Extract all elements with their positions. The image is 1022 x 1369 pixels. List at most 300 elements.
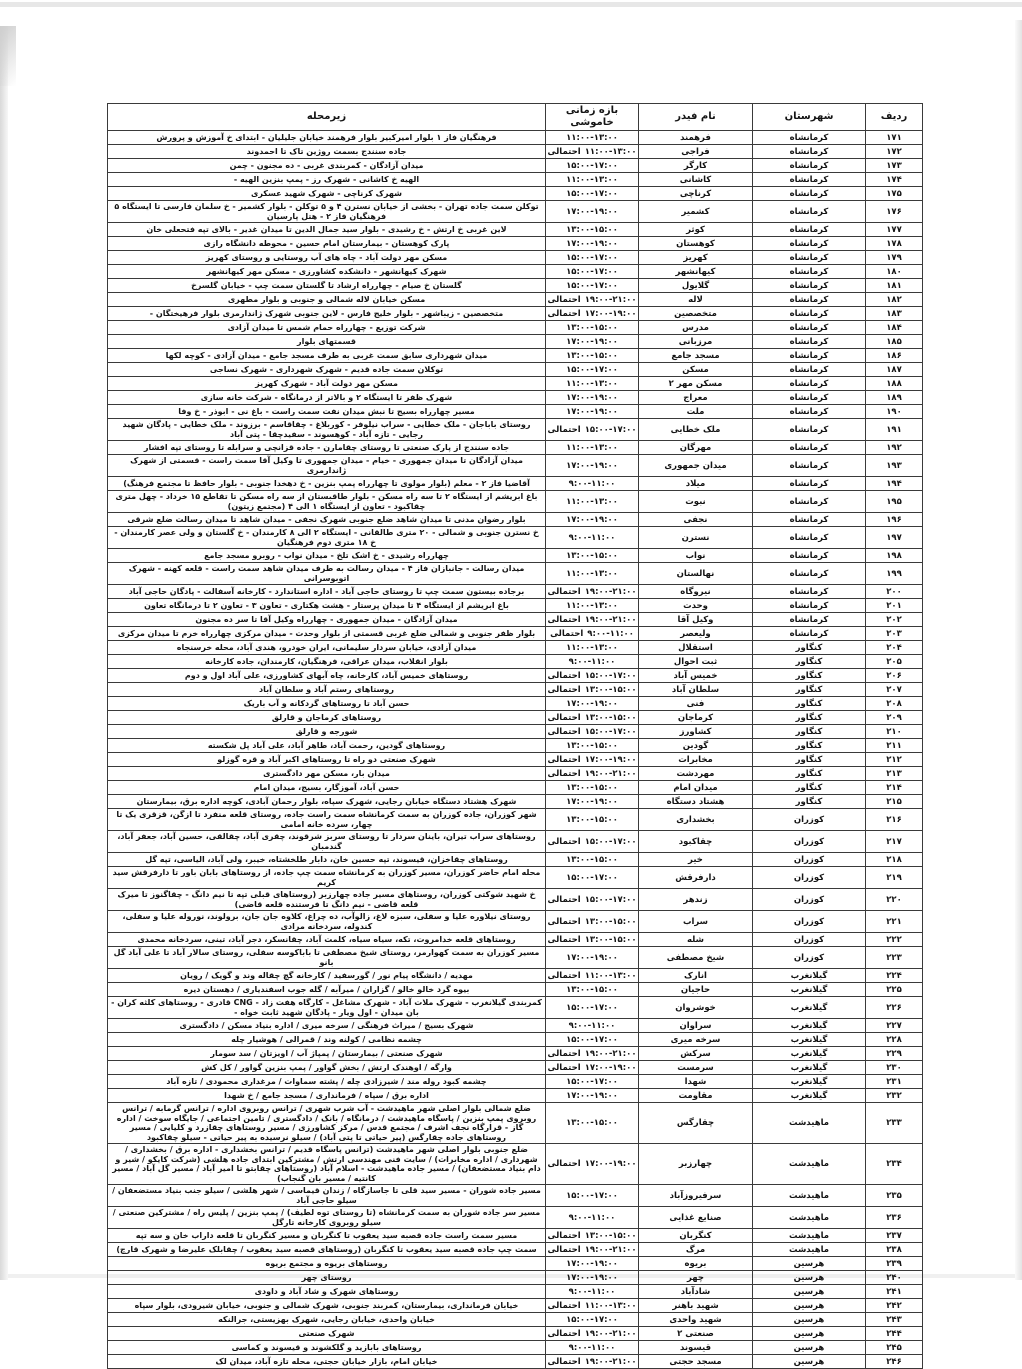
row-number-cell: ۲۱۹: [866, 867, 923, 889]
table-row: [108, 683, 923, 697]
county-cell: کنگاور: [753, 683, 866, 697]
header-row-number: ردیف: [866, 104, 923, 131]
subset-cell: سمت چپ جاده قصبه سید یعقوب تا کنگربان (روستاهای قصبه سید یعقوب / چقابلک علیرضا و شهرک قارچ): [108, 1243, 546, 1257]
feeder-name-cell: فرهمند: [639, 131, 753, 145]
subset-cell: مسکن خیابان لاله شمالی و جنوبی و بلوار مطهری: [108, 293, 546, 307]
feeder-name-cell: انارک: [639, 969, 753, 983]
subset-cell: خیابان واحدی، خیابان رجایی، شهرک بهزیستی، جرالنکه: [108, 1313, 546, 1327]
time-range: ۱۷:۰۰-۱۹:۰۰: [566, 1258, 618, 1269]
outage-time-cell: [546, 613, 639, 627]
subset-cell: بلوار رضوان مدنی تا میدان شاهد ضلع جنوبی شهرک نجفی - میدان شاهد تا میدان رسالت ضلع شرقی: [108, 513, 546, 527]
table-row: [108, 1047, 923, 1061]
county-cell: کرمانشاه: [753, 585, 866, 599]
subset-cell: میدان آزادگان - میدان جمهوری - چهارراه وکیل آقا تا سر ده مجنون: [108, 613, 546, 627]
table-row: [108, 377, 923, 391]
table-row: [108, 889, 923, 911]
time-range: ۱۳:۰۰-۱۵:۰۰: [566, 854, 618, 865]
time-range: ۱۱:۰۰-۱۳:۰۰: [566, 442, 618, 453]
time-range: ۱۳:۰۰-۱۵:۰۰: [584, 934, 637, 945]
feeder-name-cell: کرناچی: [639, 187, 753, 201]
table-row: [108, 321, 923, 335]
county-cell: هرسین: [753, 1313, 866, 1327]
county-cell: کنگاور: [753, 739, 866, 753]
time-range: ۱۳:۰۰-۱۵:۰۰: [566, 740, 618, 751]
feeder-name-cell: وکیل آقا: [639, 613, 753, 627]
county-cell: ماهیدشت: [753, 1229, 866, 1243]
outage-time-cell: [546, 655, 639, 669]
photo-edge-corner: [0, 26, 16, 86]
time-range: ۱۱:۰۰-۱۳:۰۰: [584, 970, 637, 981]
feeder-name-cell: کشاورز: [639, 725, 753, 739]
row-number-cell: ۱۸۶: [866, 349, 923, 363]
row-number-cell: ۱۸۱: [866, 279, 923, 293]
table-row: [108, 1243, 923, 1257]
outage-time-cell: [546, 1229, 639, 1243]
table-row: [108, 669, 923, 683]
table-row: [108, 947, 923, 969]
table-row: [108, 831, 923, 853]
row-number-cell: ۲۱۵: [866, 795, 923, 809]
table-row: [108, 563, 923, 585]
time-range: ۱۷:۰۰-۱۹:۰۰: [584, 754, 637, 765]
subset-cell: اداره برق / سپاه / فرمانداری / مسجد جامع / خ شهدا: [108, 1089, 546, 1103]
table-row: [108, 767, 923, 781]
subset-cell: حسن آباد، آموزگار، بسیج، میدان امام: [108, 781, 546, 795]
feeder-name-cell: صنایع غذایی: [639, 1207, 753, 1229]
outage-time-cell: [546, 1033, 639, 1047]
county-cell: کنگاور: [753, 781, 866, 795]
table-row: [108, 1144, 923, 1185]
feeder-name-cell: خمیس آباد: [639, 669, 753, 683]
county-cell: هرسین: [753, 1271, 866, 1285]
outage-time-cell: [546, 969, 639, 983]
time-range: ۱۷:۰۰-۱۹:۰۰: [566, 336, 618, 347]
row-number-cell: ۲۱۶: [866, 809, 923, 831]
time-range: ۱۵:۰۰-۱۷:۰۰: [584, 424, 637, 435]
table-row: [108, 1299, 923, 1313]
table-header-row: [108, 104, 923, 131]
time-range: ۱۵:۰۰-۱۷:۰۰: [566, 280, 618, 291]
outage-time-cell: [546, 1285, 639, 1299]
subset-cell: مهدیه / دانشگاه پیام نور / گورسفید / کارخانه گچ چقاله وند و گویک / رویان: [108, 969, 546, 983]
table-row: [108, 1185, 923, 1207]
outage-time-cell: [546, 455, 639, 477]
county-cell: هرسین: [753, 1299, 866, 1313]
outage-time-cell: [546, 349, 639, 363]
photo-edge-top: [0, 2, 1022, 7]
feeder-name-cell: کوثر: [639, 223, 753, 237]
row-number-cell: ۲۳۱: [866, 1075, 923, 1089]
subset-cell: شهرک کرناچی - شهرک شهید عسکری: [108, 187, 546, 201]
subset-cell: روستاهای کرماجان و قارلق: [108, 711, 546, 725]
time-range: ۱۷:۰۰-۱۹:۰۰: [566, 1090, 618, 1101]
subset-cell: بلوار انقلاب، میدان عراقی، فرهنگیان، کارمندان، جاده کارخانه: [108, 655, 546, 669]
county-cell: کرمانشاه: [753, 391, 866, 405]
row-number-cell: ۲۱۷: [866, 831, 923, 853]
table-row: [108, 655, 923, 669]
feeder-name-cell: میلاد: [639, 477, 753, 491]
table-row: [108, 1327, 923, 1341]
probable-label: احتمالی: [547, 1159, 581, 1169]
table-row: [108, 1285, 923, 1299]
time-range: ۱۱:۰۰-۱۳:۰۰: [566, 600, 618, 611]
time-range: ۹:۰۰-۱۱:۰۰: [568, 532, 616, 543]
subset-cell: الهیه خ کاشانی - شهرک رز - پمپ بنزین الهیه -: [108, 173, 546, 187]
time-range: ۹:۰۰-۱۱:۰۰: [568, 1342, 616, 1353]
county-cell: کرمانشاه: [753, 599, 866, 613]
time-range: ۱۳:۰۰-۱۵:۰۰: [566, 350, 618, 361]
subset-cell: مسیر کوزران به سمت کهوارمر، روستای شیخ مصطفی تا باباکوسه سفلی، روستای سالار آباد تا علی آباد گل بانو: [108, 947, 546, 969]
outage-time-cell: [546, 831, 639, 853]
county-cell: کرمانشاه: [753, 159, 866, 173]
feeder-name-cell: مهرگان: [639, 441, 753, 455]
feeder-name-cell: دارفرقش: [639, 867, 753, 889]
time-range: ۱۳:۰۰-۱۵:۰۰: [584, 712, 637, 723]
feeder-name-cell: مسجد حجتی: [639, 1355, 753, 1369]
feeder-name-cell: شیخ مصطفی: [639, 947, 753, 969]
outage-time-cell: [546, 1271, 639, 1285]
row-number-cell: ۱۷۹: [866, 251, 923, 265]
row-number-cell: ۲۱۰: [866, 725, 923, 739]
row-number-cell: ۲۱۲: [866, 753, 923, 767]
subset-cell: خیابان امام، بازار خیابان حجتی، محله تازه آباد، میدان لک: [108, 1355, 546, 1369]
time-range: ۱۱:۰۰-۱۳:۰۰: [584, 1300, 637, 1311]
outage-time-cell: [546, 527, 639, 549]
table-row: [108, 853, 923, 867]
row-number-cell: ۱۷۷: [866, 223, 923, 237]
subset-cell: مسیر سمت راست جاده قصبه سید یعقوب تا کنگربان و مسیر کنگربان تا قلعه داراب خان و سه تپه: [108, 1229, 546, 1243]
photo-edge-right: [1015, 20, 1022, 1280]
row-number-cell: ۲۱۸: [866, 853, 923, 867]
outage-time-cell: [546, 809, 639, 831]
outage-time-cell: [546, 1355, 639, 1369]
row-number-cell: ۱۸۷: [866, 363, 923, 377]
table-row: [108, 1089, 923, 1103]
county-cell: کرمانشاه: [753, 223, 866, 237]
county-cell: ماهیدشت: [753, 1243, 866, 1257]
table-row: [108, 307, 923, 321]
table-row: [108, 349, 923, 363]
row-number-cell: ۲۴۵: [866, 1341, 923, 1355]
subset-cell: بیوه گرد خالو خالو / گزاران / میرآبه / گله جوب اسفندیاری / دهستان دیره: [108, 983, 546, 997]
county-cell: ماهیدشت: [753, 1207, 866, 1229]
time-range: ۱۵:۰۰-۱۷:۰۰: [566, 364, 618, 375]
county-cell: کرمانشاه: [753, 613, 866, 627]
row-number-cell: ۱۹۹: [866, 563, 923, 585]
outage-time-cell: [546, 1185, 639, 1207]
county-cell: کرمانشاه: [753, 491, 866, 513]
subset-cell: جاده سنندج از پارک صنعتی تا روستای چقامارن - جاده قزانچی و سرابله تا روستای تپه افشار: [108, 441, 546, 455]
county-cell: کرمانشاه: [753, 237, 866, 251]
feeder-name-cell: کنگربان: [639, 1229, 753, 1243]
table-row: [108, 1103, 923, 1144]
time-range: ۱۹:۰۰-۲۱:۰۰: [584, 768, 637, 779]
outage-time-cell: [546, 911, 639, 933]
outage-time-cell: [546, 1103, 639, 1144]
feeder-name-cell: شادآباد: [639, 1285, 753, 1299]
county-cell: کرمانشاه: [753, 201, 866, 223]
time-range: ۱۹:۰۰-۲۱:۰۰: [584, 1328, 637, 1339]
probable-label: احتمالی: [547, 1230, 581, 1241]
time-range: ۱۱:۰۰-۱۳:۰۰: [566, 132, 618, 143]
county-cell: هرسین: [753, 1355, 866, 1369]
subset-cell: خ نسترن جنوبی و شمالی - ۲۰ متری طالقانی - ایستگاه ۲ الی ۸ کارمندان - خ گلستان و ولی عصر کارمندان - خ ۱۸ متری دوم فرهنگیان: [108, 527, 546, 549]
outage-time-cell: [546, 173, 639, 187]
subset-cell: شهرک کیهانشهر - دانشکده کشاورزی - مسکن مهر کیهانشهر: [108, 265, 546, 279]
outage-time-cell: [546, 187, 639, 201]
subset-cell: روستاهای گودین، رحمت آباد، طاهر آباد، علی آباد پل شکسته: [108, 739, 546, 753]
subset-cell: توکلان سمت جاده قدیم - شهرک شهرداری - شهرک نساجی: [108, 363, 546, 377]
row-number-cell: ۱۹۸: [866, 549, 923, 563]
row-number-cell: ۱۹۲: [866, 441, 923, 455]
row-number-cell: ۲۴۱: [866, 1285, 923, 1299]
row-number-cell: ۱۹۷: [866, 527, 923, 549]
row-number-cell: ۲۲۸: [866, 1033, 923, 1047]
row-number-cell: ۲۲۹: [866, 1047, 923, 1061]
feeder-name-cell: مرگ: [639, 1243, 753, 1257]
outage-time-cell: [546, 1299, 639, 1313]
time-range: ۱۵:۰۰-۱۷:۰۰: [566, 1314, 618, 1325]
county-cell: گیلانغرب: [753, 1061, 866, 1075]
outage-time-cell: [546, 441, 639, 455]
county-cell: کوزران: [753, 911, 866, 933]
outage-time-cell: [546, 145, 639, 159]
header-subset: زیرمحله: [108, 104, 546, 131]
table-row: [108, 613, 923, 627]
probable-label: احتمالی: [547, 294, 581, 305]
subset-cell: مسکن مهر دولت آباد - چاه های آب روستایی و روستای کهریز: [108, 251, 546, 265]
row-number-cell: ۲۳۳: [866, 1103, 923, 1144]
probable-label: احتمالی: [547, 768, 581, 779]
time-range: ۱۳:۰۰-۱۵:۰۰: [566, 550, 618, 561]
table-row: [108, 513, 923, 527]
outage-time-cell: [546, 419, 639, 441]
outage-time-cell: [546, 491, 639, 513]
table-row: [108, 753, 923, 767]
subset-cell: مسکن مهر دولت آباد - شهرک کهریز: [108, 377, 546, 391]
county-cell: کنگاور: [753, 753, 866, 767]
subset-cell: شهر کوزران، جاده کوزران به سمت کرمانشاه سمت راست جاده، روستای قلعه منفرد تا ازگن، قزقری یک تا چهار، سرده خانه امامی: [108, 809, 546, 831]
feeder-name-cell: سراب: [639, 911, 753, 933]
feeder-name-cell: بخشداری: [639, 809, 753, 831]
row-number-cell: ۲۲۰: [866, 889, 923, 911]
county-cell: کنگاور: [753, 697, 866, 711]
subset-cell: لاین غربی خ ارتش - خ رشیدی - بلوار سید جمال الدین تا میدان غدیر - بالای تپه فتحعلی خان: [108, 223, 546, 237]
feeder-name-cell: چهارزبر: [639, 1144, 753, 1185]
county-cell: کرمانشاه: [753, 131, 866, 145]
probable-label: احتمالی: [547, 836, 581, 847]
time-range: ۱۵:۰۰-۱۷:۰۰: [566, 188, 618, 199]
outage-time-cell: [546, 1257, 639, 1271]
outage-time-cell: [546, 947, 639, 969]
probable-label: احتمالی: [547, 970, 581, 981]
probable-label: احتمالی: [547, 684, 581, 695]
county-cell: کنگاور: [753, 641, 866, 655]
time-range: ۱۱:۰۰-۱۳:۰۰: [566, 568, 618, 579]
time-range: ۱۵:۰۰-۱۷:۰۰: [566, 160, 618, 171]
outage-time-cell: [546, 585, 639, 599]
subset-cell: روستای نیلاوره علیا و سفلی، سبزه لاغ، زالوآب، ده چراغ، کلاوه جان جان، برولوند، نوروله علیا و سفلی، کندوله، سردخانه مرادی: [108, 911, 546, 933]
row-number-cell: ۲۴۴: [866, 1327, 923, 1341]
county-cell: گیلانغرب: [753, 1089, 866, 1103]
feeder-name-cell: نبوت: [639, 491, 753, 513]
table-row: [108, 933, 923, 947]
table-row: [108, 1019, 923, 1033]
row-number-cell: ۱۷۳: [866, 159, 923, 173]
feeder-name-cell: کوهستان: [639, 237, 753, 251]
subset-cell: روستاهای بابازید و گلکشوند و قیسوند و کماسی: [108, 1341, 546, 1355]
table-row: [108, 391, 923, 405]
time-range: ۱۳:۰۰-۱۵:۰۰: [584, 1230, 637, 1241]
feeder-name-cell: گلایول: [639, 279, 753, 293]
outage-time-cell: [546, 1089, 639, 1103]
subset-cell: قسمتهای بلوار: [108, 335, 546, 349]
probable-label: احتمالی: [547, 726, 581, 737]
row-number-cell: ۲۳۵: [866, 1185, 923, 1207]
subset-cell: روستاهای سراب تیران، باینان سردار تا روستای سربز شرقوند، چقری آباد، چقالقی، حسین آباد، جعفر آباد، گندمبان: [108, 831, 546, 853]
table-row: [108, 405, 923, 419]
feeder-name-cell: نواب: [639, 549, 753, 563]
subset-cell: روستاهای شهرک و شاد آباد و داودی: [108, 1285, 546, 1299]
feeder-name-cell: ولیعصر: [639, 627, 753, 641]
probable-label: احتمالی: [547, 1300, 581, 1311]
probable-label: احتمالی: [547, 308, 581, 319]
county-cell: کوزران: [753, 889, 866, 911]
table-row: [108, 201, 923, 223]
subset-cell: متخصصین - زیباشهر - بلوار خلیج فارس - لاین جنوبی شهرک ژاندارمری بلوار فرهیختگان -: [108, 307, 546, 321]
outage-time-cell: [546, 739, 639, 753]
outage-time-cell: [546, 711, 639, 725]
row-number-cell: ۱۹۱: [866, 419, 923, 441]
feeder-name-cell: سراوان: [639, 1019, 753, 1033]
row-number-cell: ۲۰۲: [866, 613, 923, 627]
row-number-cell: ۲۳۲: [866, 1089, 923, 1103]
row-number-cell: ۲۳۴: [866, 1144, 923, 1185]
table-row: [108, 711, 923, 725]
table-row: [108, 441, 923, 455]
county-cell: گیلانغرب: [753, 1047, 866, 1061]
feeder-name-cell: شهید واحدی: [639, 1313, 753, 1327]
feeder-name-cell: کهریز: [639, 251, 753, 265]
outage-time-cell: [546, 335, 639, 349]
row-number-cell: ۲۲۲: [866, 933, 923, 947]
outage-time-cell: [546, 159, 639, 173]
county-cell: کرمانشاه: [753, 265, 866, 279]
county-cell: کرمانشاه: [753, 145, 866, 159]
outage-time-cell: [546, 237, 639, 251]
feeder-name-cell: خیر: [639, 853, 753, 867]
outage-time-cell: [546, 279, 639, 293]
outage-time-cell: [546, 563, 639, 585]
time-range: ۱۳:۰۰-۱۵:۰۰: [566, 984, 618, 995]
outage-time-cell: [546, 781, 639, 795]
table-row: [108, 983, 923, 997]
county-cell: کرمانشاه: [753, 321, 866, 335]
subset-cell: گلستان خ صیام - چهارراه ارشاد تا گلستان سمت چپ - خیابان گلسرخ: [108, 279, 546, 293]
table-row: [108, 641, 923, 655]
outage-time-cell: [546, 1075, 639, 1089]
row-number-cell: ۲۰۳: [866, 627, 923, 641]
row-number-cell: ۱۸۴: [866, 321, 923, 335]
feeder-name-cell: کارگر: [639, 159, 753, 173]
row-number-cell: ۲۱۱: [866, 739, 923, 753]
feeder-name-cell: فراجی: [639, 145, 753, 159]
feeder-name-cell: گودین: [639, 739, 753, 753]
county-cell: کوزران: [753, 809, 866, 831]
row-number-cell: ۱۷۱: [866, 131, 923, 145]
time-range: ۱۹:۰۰-۲۱:۰۰: [584, 1048, 637, 1059]
feeder-name-cell: خوشروان: [639, 997, 753, 1019]
county-cell: هرسین: [753, 1257, 866, 1271]
time-range: ۱۵:۰۰-۱۷:۰۰: [566, 1076, 618, 1087]
subset-cell: شهرک بسیج / میراث فرهنگی / سرخه میری / اداره بنیاد مسکن / دادگستری: [108, 1019, 546, 1033]
row-number-cell: ۲۱۳: [866, 767, 923, 781]
county-cell: گیلانغرب: [753, 1033, 866, 1047]
time-range: ۱۹:۰۰-۲۱:۰۰: [584, 586, 637, 597]
table-row: [108, 419, 923, 441]
outage-time-cell: [546, 1019, 639, 1033]
subset-cell: شهرک صنعتی: [108, 1327, 546, 1341]
probable-label: احتمالی: [547, 670, 581, 681]
table-row: [108, 1313, 923, 1327]
table-row: [108, 1355, 923, 1369]
row-number-cell: ۱۹۵: [866, 491, 923, 513]
feeder-name-cell: میدان امام: [639, 781, 753, 795]
feeder-name-cell: سلطان آباد: [639, 683, 753, 697]
county-cell: کرمانشاه: [753, 419, 866, 441]
outage-time-cell: [546, 983, 639, 997]
subset-cell: شهرک صنعتی دو راه تا روستاهای اکبر آباد و قره گوزلو: [108, 753, 546, 767]
time-range: ۹:۰۰-۱۱:۰۰: [568, 1212, 616, 1223]
outage-time-cell: [546, 683, 639, 697]
time-range: ۱۳:۰۰-۱۵:۰۰: [566, 322, 618, 333]
feeder-name-cell: ملت: [639, 405, 753, 419]
time-range: ۱۷:۰۰-۱۹:۰۰: [566, 460, 618, 471]
time-range: ۱۳:۰۰-۱۵:۰۰: [566, 1118, 618, 1128]
time-range: ۱۷:۰۰-۱۹:۰۰: [584, 1159, 637, 1169]
row-number-cell: ۱۸۲: [866, 293, 923, 307]
outage-time-cell: [546, 293, 639, 307]
subset-cell: شرکت توزیع - چهارراه حمام شمس تا میدان آزادی: [108, 321, 546, 335]
outage-time-cell: [546, 669, 639, 683]
time-range: ۱۵:۰۰-۱۷:۰۰: [566, 1190, 618, 1201]
table-row: [108, 477, 923, 491]
subset-cell: میدان بار، مسکن مهر دادگستری: [108, 767, 546, 781]
county-cell: کنگاور: [753, 669, 866, 683]
county-cell: کرمانشاه: [753, 627, 866, 641]
outage-time-cell: [546, 307, 639, 321]
subset-cell: میدان آزادگان - کمربندی غربی - ده مجنون - چمن: [108, 159, 546, 173]
time-range: ۱۳:۰۰-۱۵:۰۰: [566, 814, 618, 825]
outage-time-cell: [546, 1327, 639, 1341]
row-number-cell: ۲۲۳: [866, 947, 923, 969]
feeder-name-cell: بریوه: [639, 1257, 753, 1271]
time-range: ۱۵:۰۰-۱۷:۰۰: [584, 670, 637, 681]
subset-cell: کمربندی گیلانغرب - شهرک ملات آباد - شهرک مشاغل - کارگاه هفت زاد - CNG قادری - روستاهای کلثه کران - بان میدان - اول ویار - پادگان شهید ثابت خواه -: [108, 997, 546, 1019]
row-number-cell: ۱۷۶: [866, 201, 923, 223]
subset-cell: جاده سنندج بسمت روژین تاک تا احمدوند: [108, 145, 546, 159]
time-range: ۱۹:۰۰-۲۱:۰۰: [584, 614, 637, 625]
feeder-name-cell: کیهانشهر: [639, 265, 753, 279]
row-number-cell: ۲۰۸: [866, 697, 923, 711]
table-row: [108, 795, 923, 809]
table-row: [108, 1075, 923, 1089]
row-number-cell: ۲۰۹: [866, 711, 923, 725]
time-range: ۱۳:۰۰-۱۵:۰۰: [584, 916, 637, 927]
time-range: ۱۹:۰۰-۲۱:۰۰: [584, 294, 637, 305]
table-row: [108, 725, 923, 739]
probable-label: احتمالی: [547, 1244, 581, 1255]
